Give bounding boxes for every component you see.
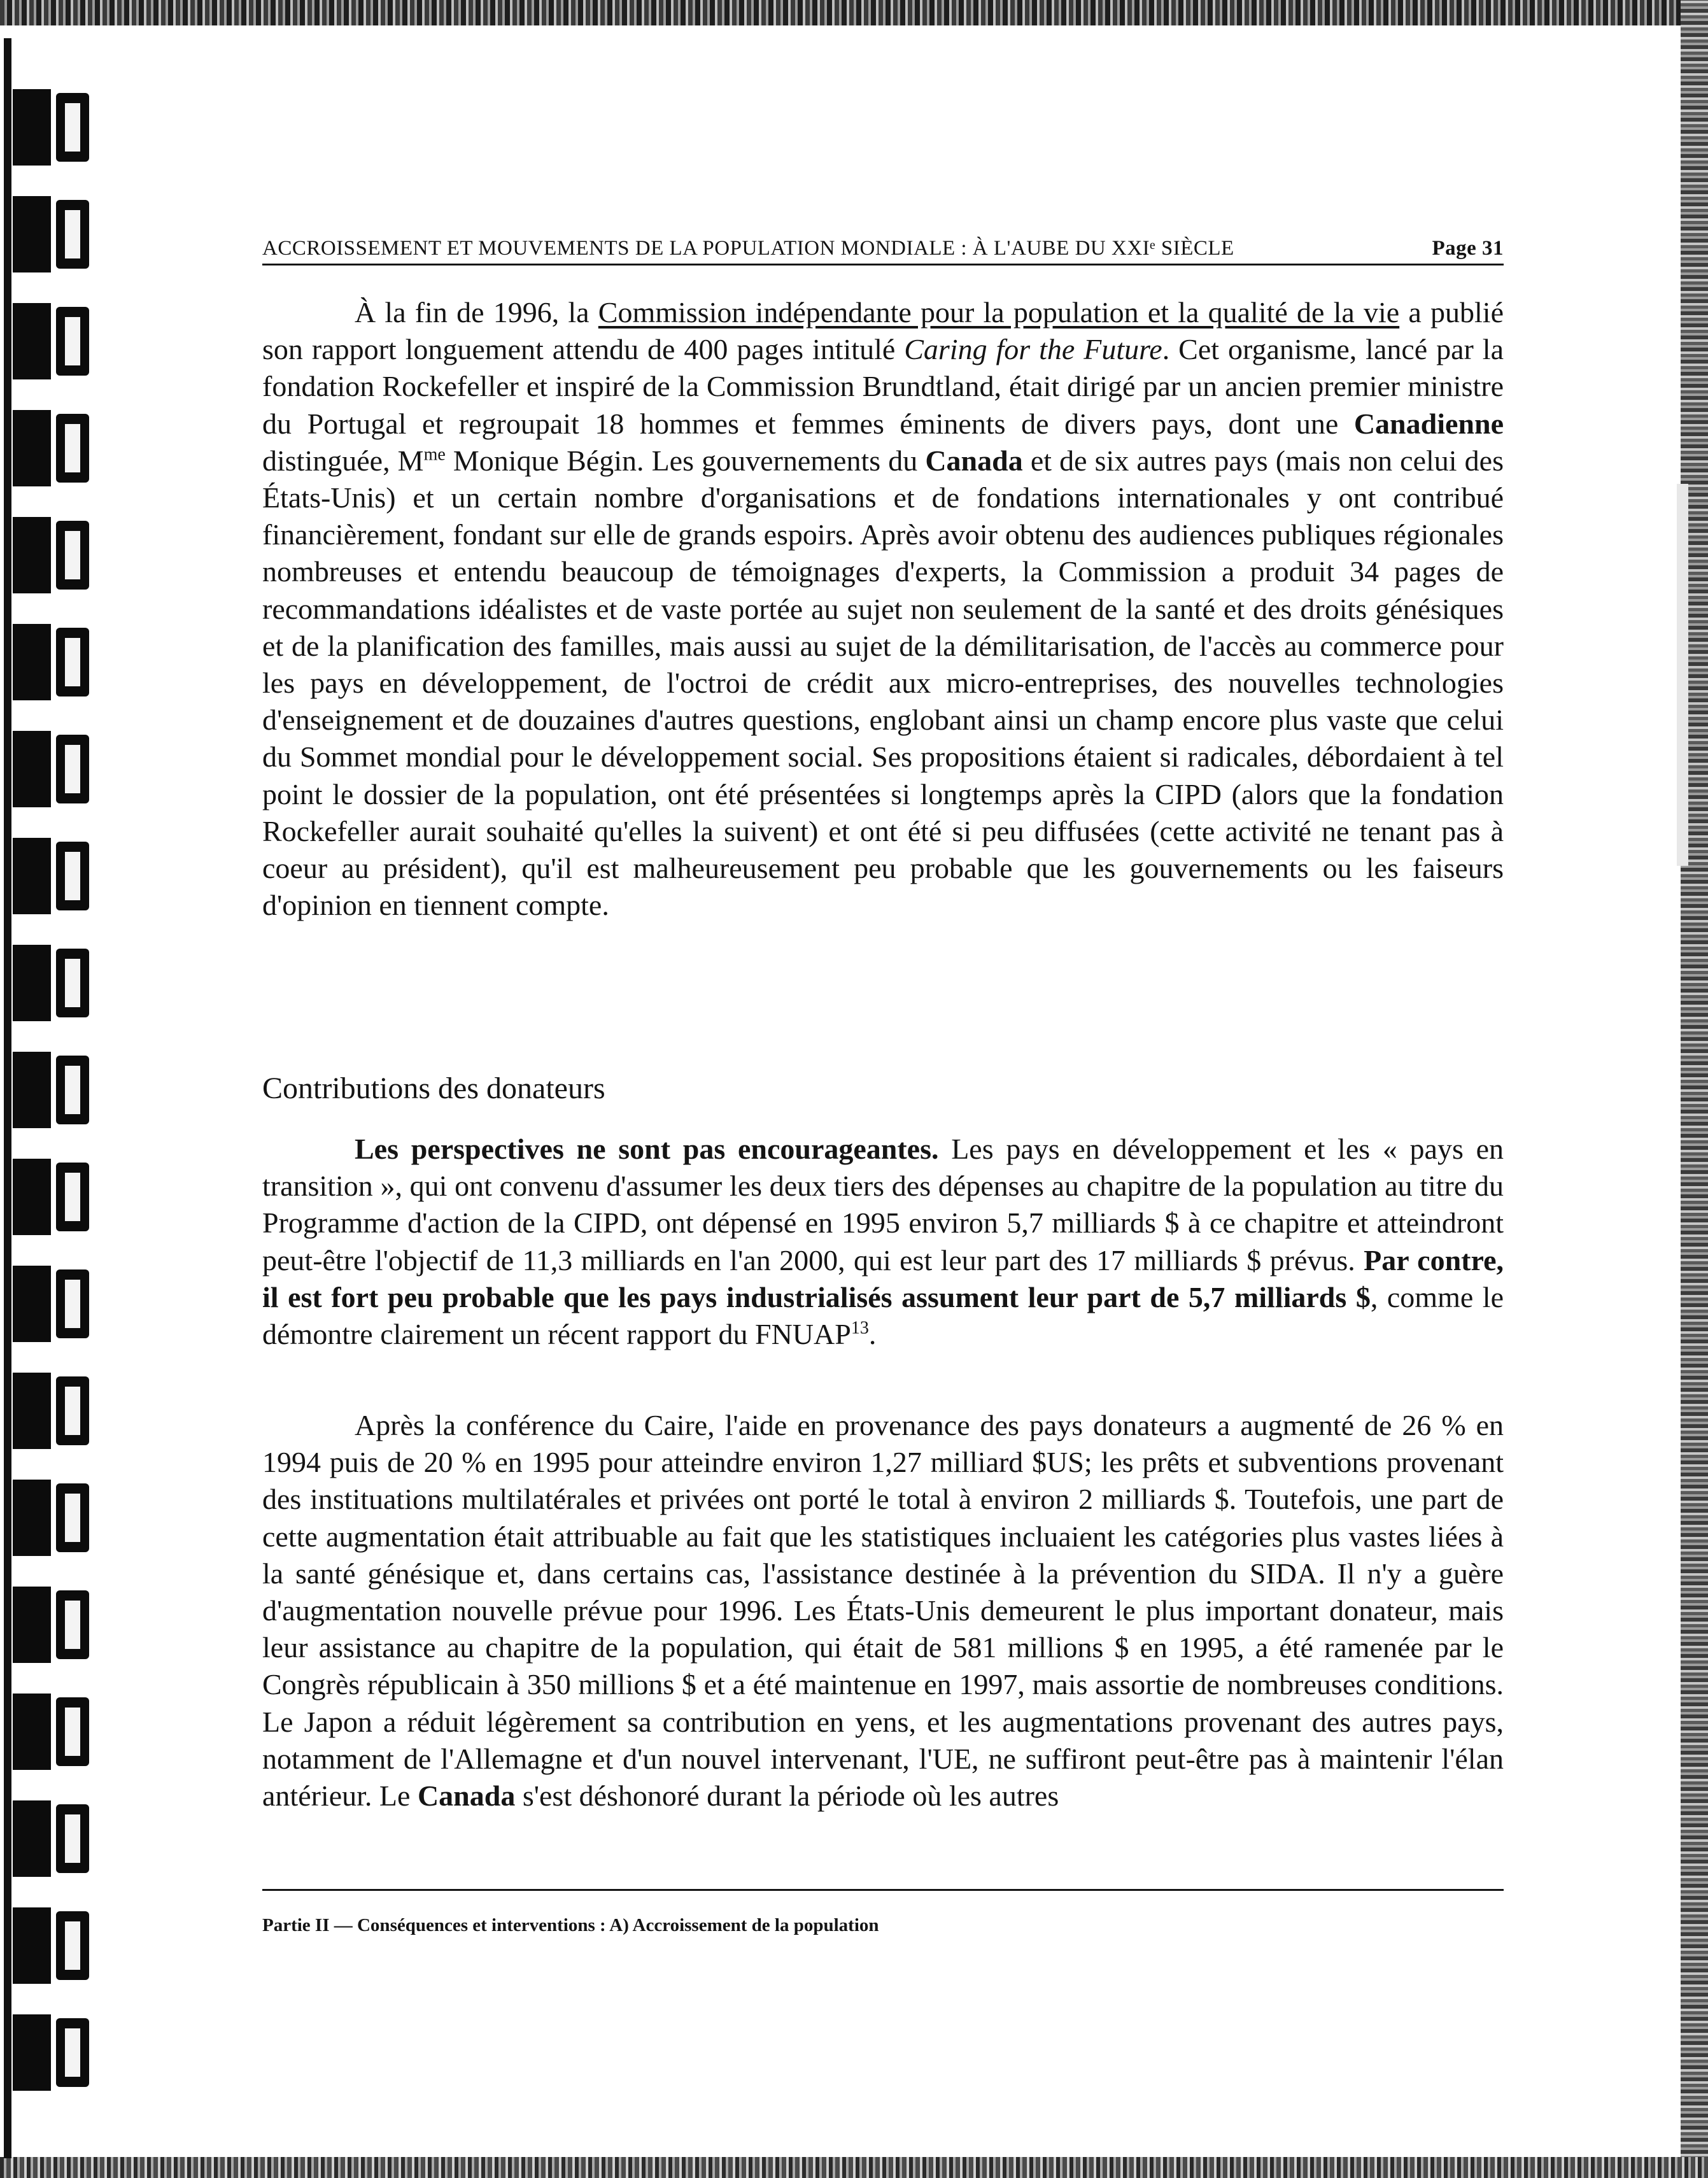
p1-text-6: et de six autres pays (mais non celui des États-Unis) et un certain nombre d'organisations et de fondations internationales y ont contribué financièrement, fondant sur elle de grands espoirs. Après avoir obtenu des audiences publiques régionales nombreuses et entendu beaucoup de témoignages d'experts, la Commission a produit 34 pages de recommandations idéalistes et de vaste portée au sujet non seulement de la santé et des droits génésiques et de la planification des familles, mais aussi au sujet de la démilitarisation, de l'accès au commerce pour les pays en développement, de l'octroi de crédit aux micro-entreprises, des nouvelles technologies d'enseignement et de douzaines d'autres questions, englobant ainsi un champ encore plus vaste que celui du Sommet mondial pour le développement social. Ses propositions étaient si radicales, débordaient à tel point le dossier de la population, ont été présentées si longtemps après la CIPD (alors que la fondation Rockefeller aurait souhaité qu'elles la suivent) et ont été si peu diffusées (cette activité ne tenant pas à coeur au président), qu'il est malheureusement peu probable que les gouvernements ou les faiseurs d'opinion en tiennent compte. xyxy=(262,444,1504,922)
binding-ring xyxy=(13,303,89,379)
binding-ring xyxy=(13,838,89,914)
binding-ring xyxy=(13,624,89,700)
footer-rule xyxy=(262,1889,1504,1891)
p1-text-4: distinguée, M xyxy=(262,444,424,477)
spiral-binding xyxy=(0,0,102,2178)
p3-text-1: Après la conférence du Caire, l'aide en provenance des pays donateurs a augmenté de 26 % en 1994 puis de 20 % en 1995 pour atteindre environ 1,27 milliard $US; les prêts et subventions provenant des instituations multilatérales et privées ont porté le total à environ 2 milliards $. Toutefois, une part de cette augmentation était attribuable au fait que les statistiques incluaient les catégories plus vastes liées à la santé génésique et, dans certains cas, l'assistance destinée à la prévention du SIDA. Il n'y a guère d'augmentation nouvelle prévue pour 1996. Les États-Unis demeurent le plus important donateur, mais leur assistance au chapitre de la population, qui était de 581 millions $ en 1995, a été ramenée par le Congrès républicain à 350 millions $ et a été maintenue en 1997, mais assortie de nombreuses conditions. Le Japon a réduit légèrement sa contribution en yens, et les augmentations provenant des autres pays, notamment de l'Allemagne et d'un nouvel intervenant, l'UE, ne suffiront peut-être pas à maintenir l'élan antérieur. Le xyxy=(262,1409,1504,1813)
binding-ring xyxy=(13,731,89,807)
p1-text-3: . Cet organisme, lancé par la fondation Rockefeller et inspiré de la Commission Brundtland, était dirigé par un ancien premier ministre du Portugal et regroupait 18 hommes et femmes éminents de divers pays, dont une xyxy=(262,333,1504,440)
binding-ring xyxy=(13,1266,89,1342)
p1-bold-canadienne: Canadienne xyxy=(1353,407,1504,440)
scan-edge-top xyxy=(0,0,1708,25)
binding-ring xyxy=(13,1800,89,1877)
paragraph-1 xyxy=(262,294,1504,924)
p3-bold-canada: Canada xyxy=(417,1779,516,1813)
scan-edge-right-highlight xyxy=(1677,484,1688,866)
binding-ring xyxy=(13,1587,89,1663)
p2-lead-bold: Les perspectives ne sont pas encourageantes. xyxy=(355,1133,939,1165)
running-footer: Partie II — Conséquences et interventions : A) Accroissement de la population xyxy=(262,1915,879,1935)
binding-ring xyxy=(13,410,89,486)
binding-ring xyxy=(13,89,89,166)
binding-ring xyxy=(13,2014,89,2091)
p3-text-2: s'est déshonoré durant la période où les autres xyxy=(515,1779,1059,1813)
report-title: Caring for the Future xyxy=(904,333,1162,366)
binding-ring xyxy=(13,1480,89,1556)
binding-ring xyxy=(13,517,89,593)
scan-edge-bottom xyxy=(0,2157,1708,2178)
p1-superscript-me: me xyxy=(423,444,446,465)
binding-ring xyxy=(13,1052,89,1128)
binding-ring xyxy=(13,1159,89,1235)
binding-ring xyxy=(13,1694,89,1770)
binding-ring xyxy=(13,1373,89,1449)
binding-ring xyxy=(13,196,89,272)
footnote-ref-13: 13 xyxy=(850,1318,869,1338)
header-rule xyxy=(262,264,1504,265)
p1-text-1: À la fin de 1996, la xyxy=(355,296,598,329)
p2-text-3: . xyxy=(868,1318,877,1351)
header-title: ACCROISSEMENT ET MOUVEMENTS DE LA POPULATION MONDIALE : À L'AUBE DU XXIᵉ SIÈCLE xyxy=(262,237,1234,260)
section-heading: Contributions des donateurs xyxy=(262,1071,605,1105)
paragraph-2 xyxy=(262,1131,1504,1353)
scan-edge-right xyxy=(1681,0,1708,2178)
binding-ring xyxy=(13,945,89,1021)
p1-bold-canada: Canada xyxy=(925,444,1023,477)
p1-text-2: a publié son rapport longuement attendu de 400 pages intitulé xyxy=(262,296,1504,366)
p2-text-2: , comme le démontre clairement un récent rapport du FNUAP xyxy=(262,1280,1504,1351)
binding-rail xyxy=(4,38,11,2158)
running-header xyxy=(262,233,1504,266)
page-number: Page 31 xyxy=(1432,237,1504,260)
p2-text-1: Les pays en développement et les « pays en transition », qui ont convenu d'assumer les deux tiers des dépenses au chapitre de la population au titre du Programme d'action de la CIPD, ont dépensé en 1995 environ 5,7 milliards $ à ce chapitre et atteindront peut-être l'objectif de 11,3 milliards en l'an 2000, qui est leur part des 17 milliards $ prévus. xyxy=(262,1133,1504,1276)
p1-text-5: Monique Bégin. Les gouvernements du xyxy=(445,444,926,477)
p2-bold: Par contre, il est fort peu probable que les pays industrialisés assument leur part de 5,7 milliards $ xyxy=(262,1243,1504,1313)
commission-name: Commission indépendante pour la population et la qualité de la vie xyxy=(598,296,1400,329)
binding-ring xyxy=(13,1907,89,1984)
paragraph-3 xyxy=(262,1407,1504,1814)
